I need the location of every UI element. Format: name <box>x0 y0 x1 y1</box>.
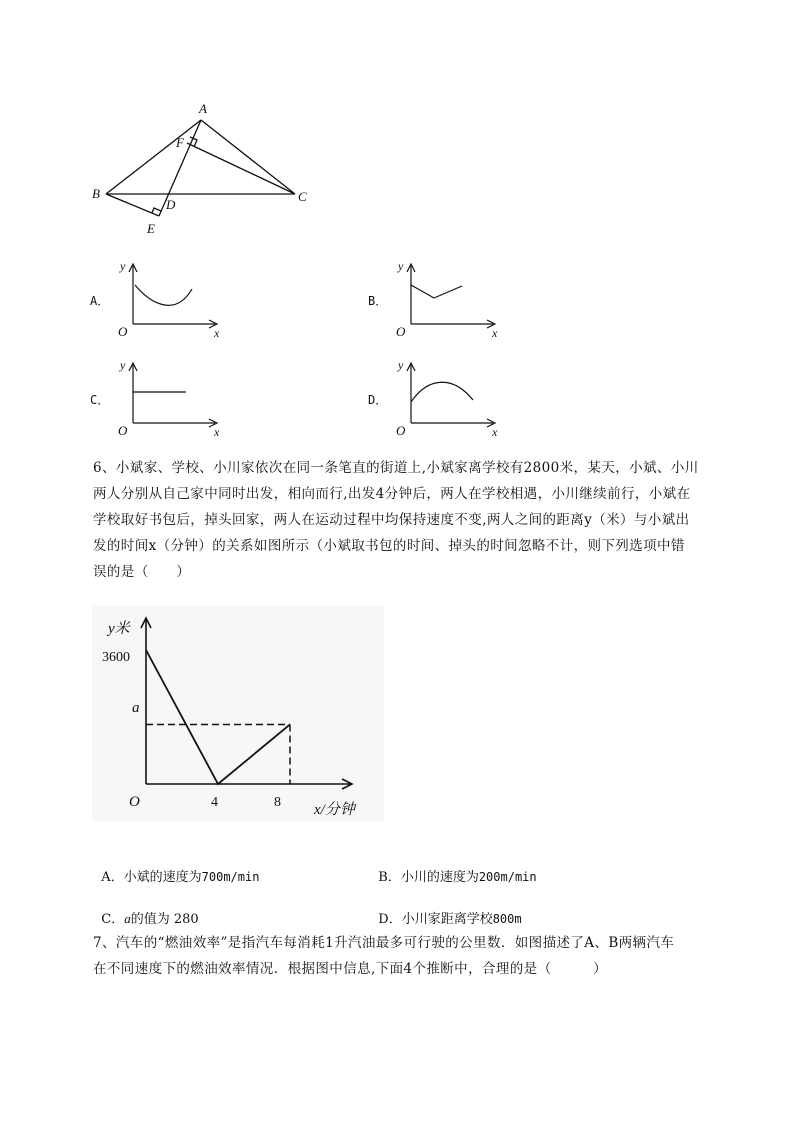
y-tick-a: a <box>132 700 140 716</box>
option-d-letter: D． <box>368 393 388 407</box>
axis-y-label: y <box>120 259 126 273</box>
q6-line-3: 学校取好书包后，掉头回家，两人在运动过程中均保持速度不变,两人之间的距离y（米）与小斌出 <box>93 512 690 528</box>
axis-x-label: x <box>214 326 220 340</box>
curve-arch <box>411 382 473 402</box>
q6-choice-c-var: a <box>124 911 131 926</box>
q6-choice-c-suffix: 的值为 280 <box>130 912 199 927</box>
segment-ab <box>106 120 201 194</box>
option-d-graph <box>393 357 508 442</box>
option-b-letter: B． <box>368 294 388 308</box>
axis-y-label: y <box>120 358 126 372</box>
q6-line-5: 误的是（ ） <box>93 564 191 580</box>
q6-choice-a <box>93 851 259 885</box>
q6-line-2: 两人分别从自己家中同时出发，相向而行,出发4分钟后，两人在学校相遇，小川继续前行，小斌在 <box>93 486 691 502</box>
distance-chart <box>92 606 384 821</box>
axis-x-label: x <box>492 326 498 340</box>
y-tick-3600: 3600 <box>102 650 130 665</box>
q7-line-1: 7、汽车的“燃油效率”是指汽车每消耗1升汽油最多可行驶的公里数．如图描述了A、B两辆汽车 <box>93 935 675 951</box>
question-7 <box>93 930 773 982</box>
q6-choice-a-text: A．小斌的速度为 <box>101 870 202 885</box>
option-a-graph <box>115 258 230 343</box>
curve-v <box>411 285 462 298</box>
axis-y-label: y <box>398 259 404 273</box>
curve-u <box>135 285 192 305</box>
q6-choice-b-value: 200m/min <box>478 870 537 884</box>
label-a: A <box>199 101 207 116</box>
option-b-graph <box>393 258 508 343</box>
y-axis-label: y米 <box>108 621 130 637</box>
option-b <box>368 258 518 343</box>
label-b: B <box>92 186 100 201</box>
q6-choice-c-text: C． <box>101 912 125 927</box>
q6-choice-d-value: 800m <box>492 912 522 926</box>
option-c-graph <box>115 357 230 442</box>
q7-line-2: 在不同速度下的燃油效率情况．根据图中信息,下面4个推断中，合理的是（ ） <box>93 961 608 977</box>
option-c-letter: C． <box>90 393 110 407</box>
label-e: E <box>147 221 155 236</box>
segment-ac <box>201 120 295 194</box>
right-angle-mark-e <box>152 208 161 213</box>
option-a-letter: A． <box>90 294 110 308</box>
origin-label: O <box>396 324 406 339</box>
q6-choice-c <box>93 893 199 927</box>
x-tick-origin: O <box>129 794 140 810</box>
origin-label: O <box>118 423 128 438</box>
label-c: C <box>298 189 307 204</box>
axis-x-label: x <box>492 425 498 439</box>
triangle-figure <box>80 95 340 245</box>
x-axis-label: x/分钟 <box>314 802 355 818</box>
x-tick-8: 8 <box>274 795 281 810</box>
axis-x-label: x <box>214 425 220 439</box>
origin-label: O <box>118 324 128 339</box>
question-6 <box>93 455 773 585</box>
q6-line-4: 发的时间x（分钟）的关系如图所示（小斌取书包的时间、掉头的时间忽略不计，则下列选项中错 <box>93 538 685 554</box>
q6-choice-b <box>370 851 537 885</box>
axis-y-label: y <box>398 358 404 372</box>
option-c <box>90 357 240 442</box>
x-tick-4: 4 <box>211 795 218 810</box>
segment-cf <box>187 143 295 194</box>
label-f: F <box>176 135 184 150</box>
q6-choice-d-text: D．小川家距离学校 <box>378 912 493 927</box>
q6-line-1: 6、小斌家、学校、小川家依次在同一条笔直的街道上,小斌家离学校有2800米，某天，小斌、小川 <box>93 460 699 476</box>
q6-choice-a-value: 700m/min <box>201 870 260 884</box>
origin-label: O <box>396 423 406 438</box>
segment-be <box>106 194 159 216</box>
option-a <box>90 258 240 343</box>
q6-choice-d <box>370 893 522 927</box>
q6-choice-b-text: B．小川的速度为 <box>378 870 479 885</box>
option-d <box>368 357 518 442</box>
label-d: D <box>166 197 176 212</box>
